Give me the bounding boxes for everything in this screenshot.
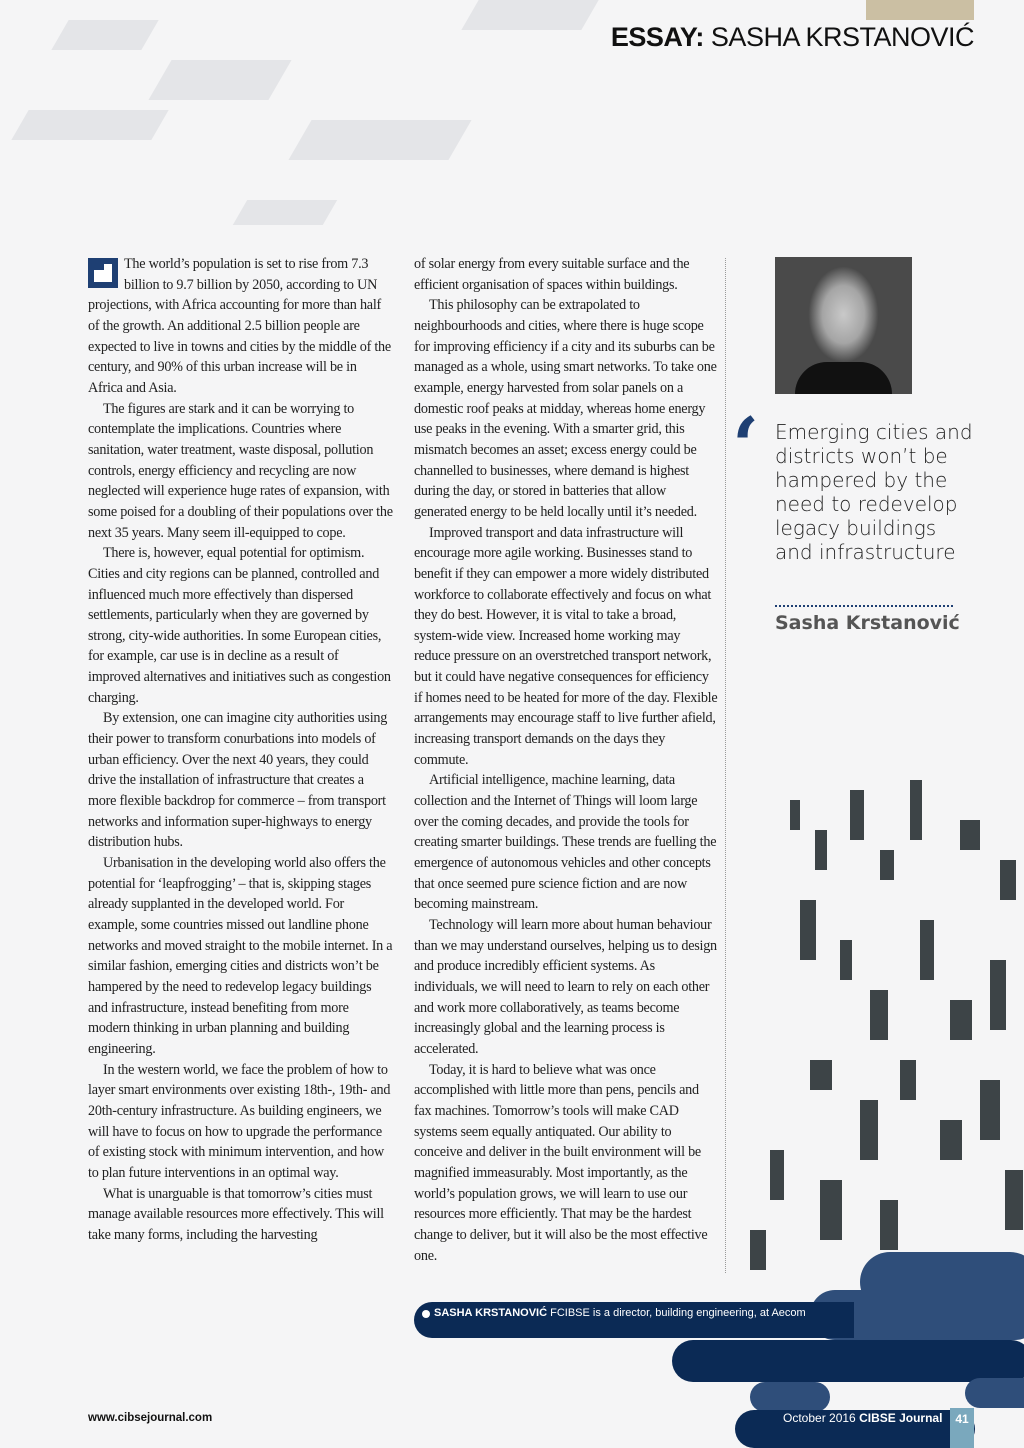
author-bio xyxy=(414,1302,854,1338)
paragraph: This philosophy can be extrapolated to neighbourhoods and cities, where there is huge scope for improving efficiency if a city and its suburbs can be managed as a whole, using smart networks. To take one example, energy harvested from solar panels on a domestic roof peaks at midday, whereas home energy use peaks in the evening. With a smarter grid, this mismatch becomes an asset; excess energy could be channelled to businesses, where demand is highest during the day, or stored in batteries that allow generated energy to be held locally until it’s needed. xyxy=(414,297,717,520)
section-label: ESSAY: xyxy=(610,22,704,52)
paragraph: Improved transport and data infrastructure will encourage more agile working. Businesses stand to benefit if they can empower a more widely distributed workforce to collaborate effectively and focus on what they do best. However, it is vital to take a broad, system-wide view. Increased home working may reduce pressure on an overstretched transport network, but it could have negative consequences for efficiency if homes need to be heated for more of the day. Flexible arrangements may encourage staff to live further afield, increasing transport demands on the days they commute. xyxy=(414,524,718,768)
paragraph: In the western world, we face the problem of how to layer smart environments over existing 18th-, 19th- and 20th-century infrastructure. As building engineers, we will have to focus on how to upgrade the performance of existing stock with minimum intervention, and how to plan future interventions in an optimal way. xyxy=(88,1061,391,1181)
paragraph: The figures are stark and it can be worrying to contemplate the implications. Countries where sanitation, water treatment, waste disposal, pollution controls, energy efficiency and recycling are now neglected will experience huge rates of expansion, with some poised for a doubling of their populations over the next 35 years. Many seem ill-equipped to cope. xyxy=(88,400,393,541)
bullet-icon xyxy=(422,1310,430,1318)
decor-shape xyxy=(461,0,598,30)
article-column-1 xyxy=(88,254,393,1246)
decor-blob xyxy=(750,1382,830,1412)
decor-shape xyxy=(148,60,291,100)
paragraph: There is, however, equal potential for optimism. Cities and city regions can be planned, controlled and influenced much more effectively than dispersed settlements, particularly when they are governed by strong, city-wide authorities. In some European cities, for example, car use is in decline as a result of improved alternatives and initiatives such as congestion charging. xyxy=(88,545,391,706)
paragraph: The world’s population is set to rise from 7.3 billion to 9.7 billion by 2050, according to UN projections, with Africa accounting for more than half of the growth. An additional 2.5 billion people are expected to live in towns and cities by the middle of the century, and 90% of this urban increase will be in Africa and Asia. xyxy=(88,256,391,396)
decor-blob xyxy=(965,1378,1024,1408)
paragraph: of solar energy from every suitable surface and the efficient organisation of spaces within buildings. xyxy=(414,256,690,293)
dropcap-icon xyxy=(88,258,118,288)
section-tab xyxy=(866,0,974,20)
quote-mark-icon: ‘ xyxy=(732,401,760,492)
decor-shape xyxy=(233,200,337,225)
article-column-2 xyxy=(414,254,719,1266)
decor-shape xyxy=(51,20,158,50)
decor-shape xyxy=(288,120,471,160)
bio-text: FCIBSE is a director, building engineering, at Aecom xyxy=(550,1307,806,1319)
paragraph: Technology will learn more about human behaviour than we may understand ourselves, helping us to design and produce incredibly efficient systems. As individuals, we will need to learn to rely on each other and work more collaboratively, as teams become increasingly global and the learning process is accelerated. xyxy=(414,917,717,1057)
author-photo xyxy=(775,257,912,394)
quote-divider xyxy=(775,605,953,607)
paragraph: Artificial intelligence, machine learning, data collection and the Internet of Things will loom large over the coming decades, and provide the tools for creating smarter buildings. These trends are fuelling the emergence of autonomous vehicles and other concepts that once seemed pure science fiction and are now becoming mainstream. xyxy=(414,772,717,913)
decor-blob xyxy=(672,1340,1024,1382)
page-header xyxy=(611,22,974,53)
paragraph: Today, it is hard to believe what was once accomplished with little more than pens, pencils and fax machines. Tomorrow’s tools will make CAD systems seem equally antiquated. Our ability to conceive and deliver in the built environment will be magnified immeasurably. Most importantly, as the world’s population grows, we will learn to use our resources more efficiently. That may be the hardest change to deliver, but it will also be the most effective one. xyxy=(414,1061,708,1264)
decor-shape xyxy=(11,110,168,140)
header-author: SASHA KRSTANOVIĆ xyxy=(710,22,974,52)
bio-name: SASHA KRSTANOVIĆ xyxy=(434,1307,548,1319)
pull-quote: Emerging cities and districts won’t be hampered by the need to redevelop legacy buildings and infrastructure xyxy=(775,420,973,564)
website-link[interactable]: www.cibsejournal.com xyxy=(88,1412,213,1424)
paragraph: Urbanisation in the developing world also offers the potential for ‘leapfrogging’ – that is, skipping stages already supplanted in the developed world. For example, some countries missed out landline phone networks and moved straight to the mobile internet. In a similar fashion, emerging cities and districts won’t be hampered by the need to redevelop legacy buildings and infrastructure, instead benefiting from more modern thinking in urban planning and building engineering. xyxy=(88,855,393,1057)
paragraph: By extension, one can imagine city authorities using their power to transform conurbations into models of urban efficiency. Over the next 40 years, they could drive the installation of infrastructure that creates a more flexible backdrop for commerce – from transport networks and information super-highways to energy distribution hubs. xyxy=(88,710,388,851)
page-number: 41 xyxy=(950,1408,974,1448)
pull-quote-author: Sasha Krstanović xyxy=(775,612,960,634)
footer-issue: October 2016 CIBSE Journal xyxy=(783,1411,943,1425)
column-divider xyxy=(725,258,726,1273)
paragraph: What is unarguable is that tomorrow’s cities must manage available resources more effectively. This will take many forms, including the harvesting xyxy=(88,1185,384,1243)
